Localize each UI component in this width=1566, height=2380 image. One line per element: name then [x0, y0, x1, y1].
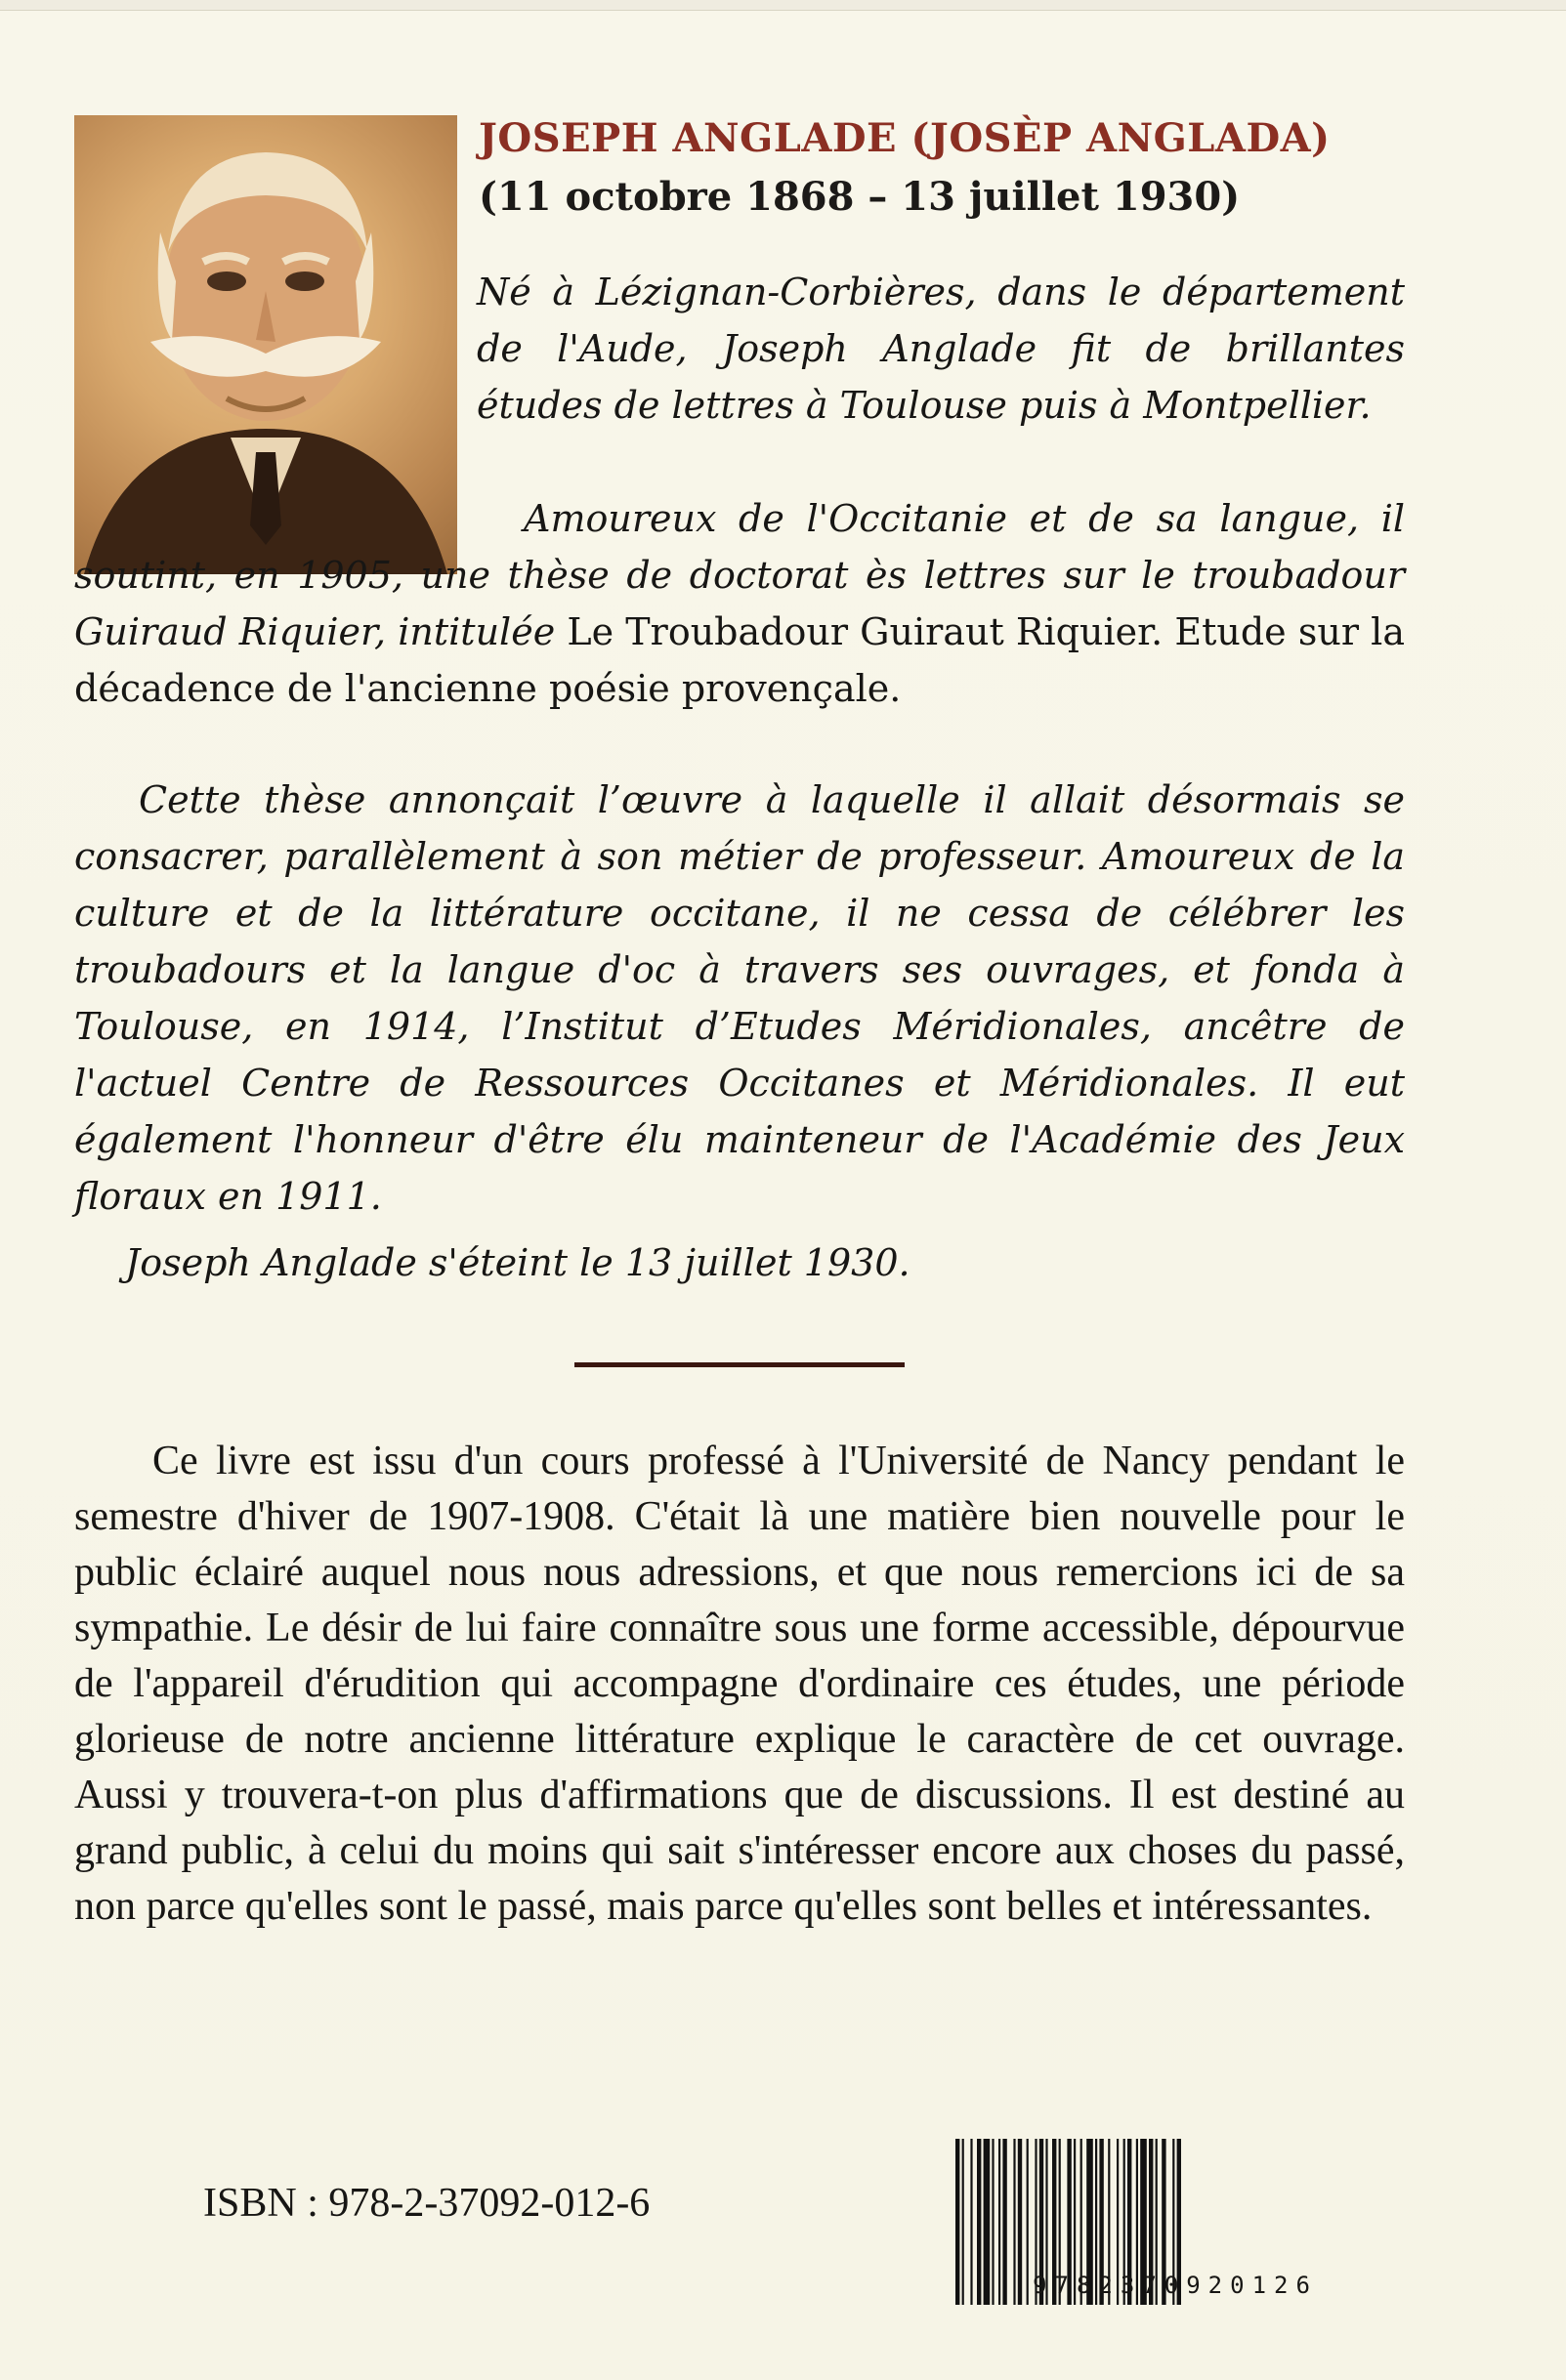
section-divider — [574, 1362, 905, 1367]
bio-paragraph-2 — [74, 490, 1405, 717]
bio-paragraph-3: Cette thèse annonçait l’œuvre à laquelle il allait désormais se consacrer, parallèlement à son métier de professeur. Amoureux de la culture et de la littérature occitane, il ne cessa de célébrer les troubadours et la langue d'oc à travers ses ouvrages, et fonda à Toulouse, en 1914, l’Institut d’Etudes Méridionales, ancêtre de l'actuel Centre de Ressources Occitanes et Méridionales. Il eut également l'honneur d'être élu mainteneur de l'Académie des Jeux floraux en 1911. — [74, 778, 1405, 1218]
thesis-title: Le Troubadour Guiraut Riquier. Etude sur la décadence de l'ancienne poésie provençale. — [74, 610, 1405, 710]
page-top-edge — [0, 0, 1566, 11]
bio-paragraph-4: Joseph Anglade s'éteint le 13 juillet 1930. — [125, 1241, 910, 1284]
author-name-heading: JOSEPH ANGLADE (JOSÈP ANGLADA) — [479, 115, 1331, 161]
bio-paragraph-2-text: Amoureux de l'Occitanie et de sa langue, il soutint, en 1905, une thèse de doctorat ès lettres sur le troubadour Guiraud Riquier, intitulée — [74, 497, 1405, 653]
barcode-digits: 9782370920126 — [1033, 2272, 1318, 2299]
author-dates-heading: (11 octobre 1868 – 13 juillet 1930) — [479, 174, 1241, 220]
bio-paragraph-1: Né à Lézignan-Corbières, dans le département de l'Aude, Joseph Anglade fit de brillantes études de lettres à Toulouse puis à Montpellier. — [477, 271, 1405, 427]
book-summary: Ce livre est issu d'un cours professé à l'Université de Nancy pendant le semestre d'hiver de 1907-1908. C'était là une matière bien nouvelle pour le public éclairé auquel nous nous adressions, et que nous remercions ici de sa sympathie. Le désir de lui faire connaître sous une forme accessible, dépourvue de l'appareil d'érudition qui accompagne d'ordinaire ces études, une période glorieuse de notre ancienne littérature explique le caractère de cet ouvrage. Aussi y trouvera-t-on plus d'affirmations que de discussions. Il est destiné au grand public, à celui du moins qui sait s'intéresser encore aux choses du passé, non parce qu'elles sont le passé, mais parce qu'elles sont belles et intéressantes. — [74, 1439, 1405, 1929]
isbn-label: ISBN : 978-2-37092-012-6 — [203, 2181, 651, 2226]
